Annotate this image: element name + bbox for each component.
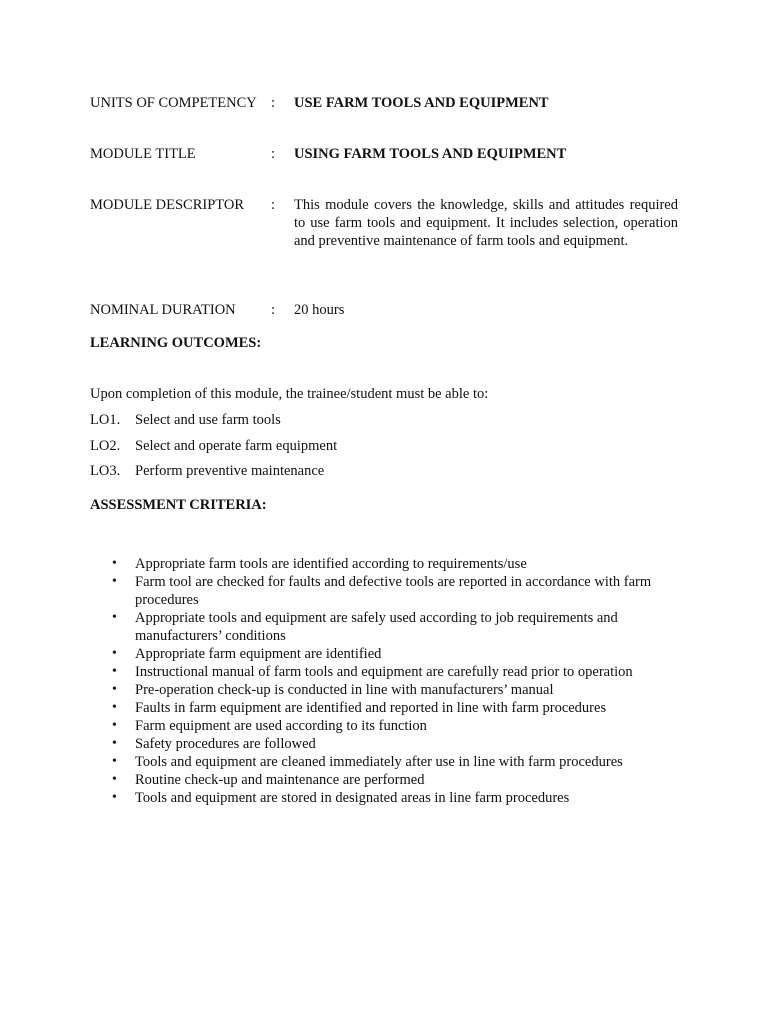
- criteria-text: Appropriate farm equipment are identified: [135, 646, 382, 662]
- criteria-text: Faults in farm equipment are identified and reported in line with farm procedures: [135, 700, 607, 716]
- nominal-duration-value: 20 hours: [294, 302, 345, 318]
- criteria-item: [90, 555, 678, 573]
- criteria-text: Pre-operation check-up is conducted in line with manufacturers’ manual: [135, 682, 554, 698]
- criteria-item: [90, 753, 678, 771]
- field-colon: :: [271, 197, 276, 213]
- module-descriptor-label: MODULE DESCRIPTOR: [90, 197, 245, 213]
- criteria-text: Appropriate farm tools are identified according to requirements/use: [135, 556, 527, 572]
- assessment-criteria-heading: ASSESSMENT CRITERIA:: [90, 497, 267, 513]
- learning-outcome-text: Perform preventive maintenance: [135, 463, 325, 479]
- module-title-label: MODULE TITLE: [90, 146, 196, 162]
- bullet-icon: •: [112, 772, 117, 787]
- bullet-icon: •: [112, 574, 117, 589]
- learning-outcome-code: LO2.: [90, 437, 121, 454]
- bullet-icon: •: [112, 754, 117, 769]
- criteria-text: Farm equipment are used according to its function: [135, 718, 427, 734]
- learning-outcome-text: Select and operate farm equipment: [135, 437, 338, 454]
- field-colon: :: [271, 302, 276, 318]
- learning-outcome-item: [90, 411, 678, 437]
- bullet-icon: •: [112, 790, 117, 805]
- field-colon: :: [271, 146, 276, 162]
- learning-outcome-text: Select and use farm tools: [135, 412, 281, 428]
- bullet-icon: •: [112, 682, 117, 697]
- criteria-text: Routine check-up and maintenance are performed: [135, 772, 425, 788]
- bullet-icon: •: [112, 646, 117, 661]
- learning-outcome-code: LO1.: [90, 412, 121, 428]
- bullet-icon: •: [112, 610, 117, 625]
- criteria-item: [90, 717, 678, 735]
- bullet-icon: •: [112, 700, 117, 715]
- criteria-text: Tools and equipment are cleaned immediately after use in line with farm procedures: [135, 754, 623, 770]
- criteria-text: Instructional manual of farm tools and equipment are carefully read prior to operation: [135, 664, 633, 680]
- criteria-text: Farm tool are checked for faults and defective tools are reported in accordance with farm procedures: [135, 574, 652, 608]
- criteria-item: [90, 699, 678, 717]
- bullet-icon: •: [112, 664, 117, 679]
- criteria-text: Tools and equipment are stored in designated areas in line farm procedures: [135, 790, 570, 806]
- criteria-item: [90, 789, 678, 807]
- criteria-item: [90, 681, 678, 699]
- criteria-item: [90, 735, 678, 753]
- bullet-icon: •: [112, 556, 117, 571]
- bullet-icon: •: [112, 736, 117, 751]
- learning-outcomes-heading: LEARNING OUTCOMES:: [90, 335, 262, 351]
- learning-outcome-item: [90, 437, 678, 463]
- learning-outcomes-list: [90, 411, 678, 488]
- nominal-duration-label: NOMINAL DURATION: [90, 302, 236, 318]
- criteria-item: [90, 771, 678, 789]
- criteria-text: Appropriate tools and equipment are safely used according to job requirements and manufacturers’ conditions: [135, 610, 618, 644]
- criteria-text: Safety procedures are followed: [135, 736, 316, 752]
- module-title-value: USING FARM TOOLS AND EQUIPMENT: [294, 146, 567, 162]
- criteria-item: [90, 663, 678, 681]
- criteria-item: [90, 645, 678, 663]
- learning-outcome-item: [90, 462, 678, 488]
- units-of-competency-label: UNITS OF COMPETENCY: [90, 95, 257, 111]
- criteria-item: [90, 573, 678, 609]
- criteria-item: [90, 609, 678, 645]
- assessment-criteria-list: [90, 555, 678, 807]
- learning-outcome-code: LO3.: [90, 463, 121, 479]
- units-of-competency-value: USE FARM TOOLS AND EQUIPMENT: [294, 95, 549, 111]
- learning-outcomes-intro: Upon completion of this module, the trainee/student must be able to:: [90, 386, 489, 402]
- field-colon: :: [271, 95, 276, 111]
- bullet-icon: •: [112, 718, 117, 733]
- module-descriptor-value: This module covers the knowledge, skills and attitudes required to use farm tools and equipment. It includes selection, operation and preventive maintenance of farm tools and equipment.: [294, 197, 678, 249]
